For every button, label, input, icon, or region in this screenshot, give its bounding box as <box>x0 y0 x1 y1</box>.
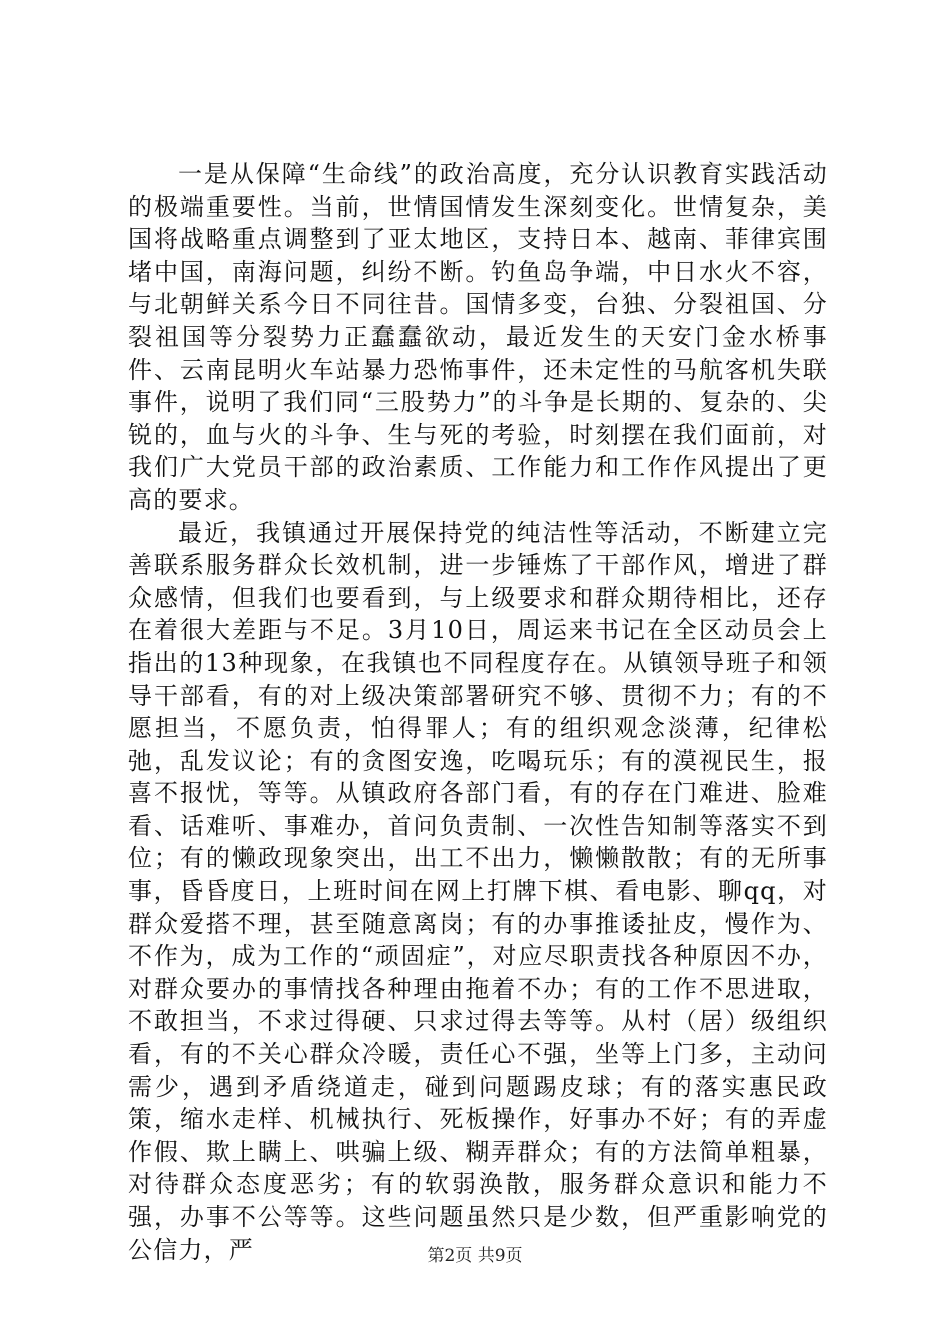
page-number: 第2页 共9页 <box>427 1246 523 1266</box>
paragraph-recent-problems: 最近，我镇通过开展保持党的纯洁性等活动，不断建立完善联系服务群众长效机制，进一步锤炼了干部作风，增进了群众感情，但我们也要看到，与上级要求和群众期待相比，还存在着很大差距与不足。3月10日，周运来书记在全区动员会上指出的13种现象，在我镇也不同程度存在。从镇领导班子和领导干部看，有的对上级决策部署研究不够、贯彻不力；有的不愿担当，不愿负责，怕得罪人；有的组织观念淡薄，纪律松弛，乱发议论；有的贪图安逸，吃喝玩乐；有的漠视民生，报喜不报忧，等等。从镇政府各部门看，有的存在门难进、脸难看、话难听、事难办，首问负责制、一次性告知制等落实不到位；有的懒政现象突出，出工不出力，懒懒散散；有的无所事事，昏昏度日，上班时间在网上打牌下棋、看电影、聊qq，对群众爱搭不理，甚至随意离岗；有的办事推诿扯皮，慢作为、不作为，成为工作的“顽固症”，对应尽职责找各种原因不办，对群众要办的事情找各种理由拖着不办；有的工作不思进取，不敢担当，不求过得硬、只求过得去等等。从村（居）级组织看，有的不关心群众冷暖，责任心不强，坐等上门多，主动问需少，遇到矛盾绕道走，碰到问题踢皮球；有的落实惠民政策，缩水走样、机械执行、死板操作，好事办不好；有的弄虚作假、欺上瞒上、哄骗上级、糊弄群众；有的方法简单粗暴，对待群众态度恶劣；有的软弱涣散，服务群众意识和能力不强，办事不公等等。这些问题虽然只是少数，但严重影响党的公信力，严 <box>128 518 828 1264</box>
page-footer <box>0 1245 950 1267</box>
document-body <box>128 158 828 1266</box>
paragraph-political-height: 一是从保障“生命线”的政治高度，充分认识教育实践活动的极端重要性。当前，世情国情发生深刻变化。世情复杂，美国将战略重点调整到了亚太地区，支持日本、越南、菲律宾围堵中国，南海问题，纠纷不断。钓鱼岛争端，中日水火不容，与北朝鲜关系今日不同往昔。国情多变，台独、分裂祖国、分裂祖国等分裂势力正蠢蠢欲动，最近发生的天安门金水桥事件、云南昆明火车站暴力恐怖事件，还未定性的马航客机失联事件，说明了我们同“三股势力”的斗争是长期的、复杂的、尖锐的，血与火的斗争、生与死的考验，时刻摆在我们面前，对我们广大党员干部的政治素质、工作能力和工作作风提出了更高的要求。 <box>128 160 828 514</box>
